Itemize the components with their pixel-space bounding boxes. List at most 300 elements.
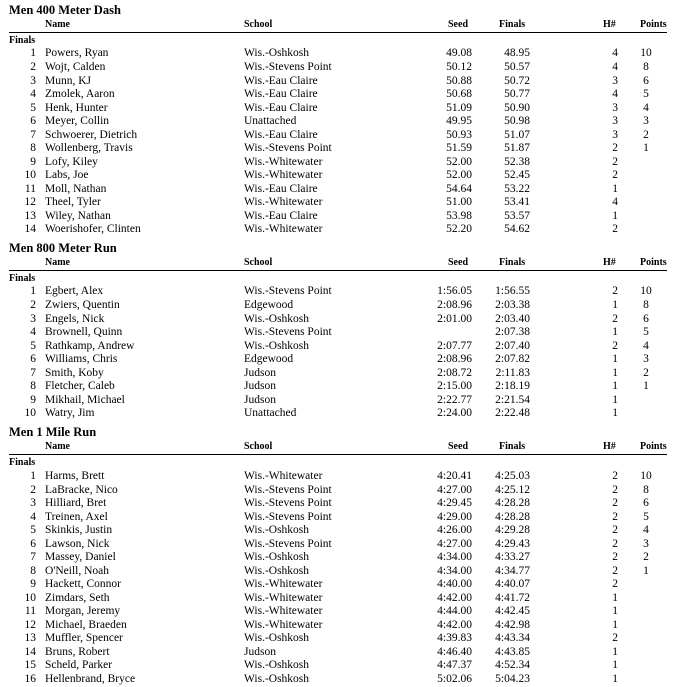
place: 4 xyxy=(30,510,36,523)
place: 7 xyxy=(30,128,36,141)
table-row xyxy=(0,592,675,606)
seed-time: 4:29.45 xyxy=(437,497,472,509)
header-seed: Seed xyxy=(448,441,468,452)
athlete-name: Skinkis, Justin xyxy=(45,524,113,536)
seed-time: 4:20.41 xyxy=(437,470,472,482)
school: Wis.-Whitewater xyxy=(244,155,323,168)
seed-time: 4:46.40 xyxy=(437,645,472,658)
school: Wis.-Whitewater xyxy=(244,196,323,208)
heat: 3 xyxy=(612,101,618,114)
heat: 1 xyxy=(612,672,618,685)
athlete-name: Harms, Brett xyxy=(45,470,105,482)
athlete-name: Williams, Chris xyxy=(45,353,118,365)
athlete-name: Wollenberg, Travis xyxy=(45,142,133,154)
place: 10 xyxy=(24,591,36,604)
table-row xyxy=(0,551,675,565)
athlete-name: Hilliard, Bret xyxy=(45,497,107,509)
table-row xyxy=(0,156,675,170)
school: Wis.-Whitewater xyxy=(244,223,323,235)
heat: 3 xyxy=(612,115,618,127)
heat: 2 xyxy=(612,285,618,297)
school: Wis.-Oshkosh xyxy=(244,339,310,352)
heat: 1 xyxy=(612,407,618,419)
place: 7 xyxy=(30,366,36,379)
seed-time: 5:02.06 xyxy=(437,672,472,685)
school: Wis.-Eau Claire xyxy=(244,88,318,100)
table-row xyxy=(0,223,675,237)
heat: 2 xyxy=(612,524,618,536)
school: Wis.-Oshkosh xyxy=(244,564,310,577)
heat: 1 xyxy=(612,393,618,406)
heat: 2 xyxy=(612,632,618,644)
seed-time: 4:40.00 xyxy=(437,578,472,590)
table-row xyxy=(0,605,675,619)
header-rule xyxy=(9,32,667,33)
school: Wis.-Oshkosh xyxy=(244,659,310,671)
seed-time: 50.12 xyxy=(446,61,472,73)
seed-time: 2:22.77 xyxy=(437,393,472,406)
athlete-name: Muffler, Spencer xyxy=(45,632,123,644)
school: Wis.-Stevens Point xyxy=(244,142,332,154)
final-time: 4:43.85 xyxy=(495,645,530,658)
heat: 2 xyxy=(612,483,618,496)
seed-time: 52.00 xyxy=(446,155,472,168)
place: 1 xyxy=(30,470,36,482)
final-time: 2:03.40 xyxy=(495,312,530,325)
school: Wis.-Whitewater xyxy=(244,605,323,617)
final-time: 4:43.34 xyxy=(495,632,530,644)
place: 9 xyxy=(30,393,36,406)
header-school: School xyxy=(244,19,273,30)
seed-time: 4:34.00 xyxy=(437,551,472,563)
points: 6 xyxy=(643,74,649,87)
place: 2 xyxy=(30,483,36,496)
seed-time: 4:44.00 xyxy=(437,605,472,617)
final-time: 4:28.28 xyxy=(495,497,530,509)
table-row xyxy=(0,47,675,61)
final-time: 4:33.27 xyxy=(495,551,530,563)
school: Judson xyxy=(244,380,276,392)
seed-time: 2:08.96 xyxy=(437,299,472,311)
athlete-name: Morgan, Jeremy xyxy=(45,605,121,617)
table-row xyxy=(0,619,675,633)
final-time: 2:18.19 xyxy=(495,380,530,392)
athlete-name: Henk, Hunter xyxy=(45,101,108,114)
final-time: 4:29.43 xyxy=(495,537,530,550)
place: 5 xyxy=(30,101,36,114)
school: Wis.-Oshkosh xyxy=(244,312,310,325)
points: 3 xyxy=(643,537,649,550)
header-name: Name xyxy=(45,441,70,452)
seed-time: 51.09 xyxy=(446,101,472,114)
final-time: 2:07.82 xyxy=(495,353,530,365)
athlete-name: Engels, Nick xyxy=(45,312,105,325)
seed-time: 2:01.00 xyxy=(437,312,472,325)
table-row xyxy=(0,673,675,687)
final-time: 4:42.98 xyxy=(495,618,530,631)
table-row xyxy=(0,394,675,408)
header-heat: H# xyxy=(603,257,616,268)
table-row xyxy=(0,367,675,381)
heat: 2 xyxy=(612,155,618,168)
final-time: 4:41.72 xyxy=(495,591,530,604)
school: Wis.-Oshkosh xyxy=(244,632,310,644)
heat: 4 xyxy=(612,88,618,100)
athlete-name: Massey, Daniel xyxy=(45,551,116,563)
heat: 2 xyxy=(612,339,618,352)
athlete-name: Brownell, Quinn xyxy=(45,326,123,338)
place: 6 xyxy=(30,537,36,550)
table-row xyxy=(0,313,675,327)
heat: 2 xyxy=(612,312,618,325)
place: 10 xyxy=(24,169,36,181)
seed-time: 2:08.96 xyxy=(437,353,472,365)
table-row xyxy=(0,565,675,579)
header-points: Points xyxy=(640,257,667,268)
table-row xyxy=(0,299,675,313)
heat: 1 xyxy=(612,605,618,617)
table-row xyxy=(0,524,675,538)
place: 3 xyxy=(30,312,36,325)
table-row xyxy=(0,142,675,156)
place: 13 xyxy=(24,632,36,644)
round-label: Finals xyxy=(9,273,36,284)
athlete-name: Wiley, Nathan xyxy=(45,209,111,222)
points: 5 xyxy=(643,88,649,100)
table-row xyxy=(0,646,675,660)
final-time: 48.95 xyxy=(504,47,530,59)
heat: 2 xyxy=(612,564,618,577)
seed-time: 4:27.00 xyxy=(437,537,472,550)
athlete-name: Moll, Nathan xyxy=(45,182,107,195)
points: 5 xyxy=(643,510,649,523)
table-row xyxy=(0,115,675,129)
school: Wis.-Eau Claire xyxy=(244,128,318,141)
table-row xyxy=(0,380,675,394)
athlete-name: Hellenbrand, Bryce xyxy=(45,672,136,685)
header-school: School xyxy=(244,257,273,268)
seed-time: 53.98 xyxy=(446,209,472,222)
seed-time: 51.59 xyxy=(446,142,472,154)
points: 2 xyxy=(643,366,649,379)
heat: 4 xyxy=(612,196,618,208)
place: 11 xyxy=(24,605,36,617)
heat: 4 xyxy=(612,61,618,73)
seed-time: 50.68 xyxy=(446,88,472,100)
final-time: 2:21.54 xyxy=(495,393,530,406)
athlete-name: Egbert, Alex xyxy=(45,285,104,297)
place: 5 xyxy=(30,339,36,352)
round-label: Finals xyxy=(9,35,36,46)
final-time: 53.41 xyxy=(504,196,530,208)
points: 2 xyxy=(643,128,649,141)
table-row xyxy=(0,538,675,552)
seed-time: 2:08.72 xyxy=(437,366,472,379)
place: 16 xyxy=(24,672,36,685)
heat: 2 xyxy=(612,510,618,523)
final-time: 4:40.07 xyxy=(495,578,530,590)
table-row xyxy=(0,340,675,354)
points: 2 xyxy=(643,551,649,563)
seed-time: 4:42.00 xyxy=(437,591,472,604)
school: Wis.-Eau Claire xyxy=(244,209,318,222)
school: Judson xyxy=(244,393,276,406)
final-time: 4:42.45 xyxy=(495,605,530,617)
points: 4 xyxy=(643,339,649,352)
school: Wis.-Oshkosh xyxy=(244,672,310,685)
school: Wis.-Stevens Point xyxy=(244,497,332,509)
header-points: Points xyxy=(640,19,667,30)
final-time: 4:52.34 xyxy=(495,659,530,671)
seed-time: 54.64 xyxy=(446,182,472,195)
seed-time: 1:56.05 xyxy=(437,285,472,297)
points: 4 xyxy=(643,524,649,536)
seed-time: 4:34.00 xyxy=(437,564,472,577)
header-points: Points xyxy=(640,441,667,452)
table-row xyxy=(0,169,675,183)
heat: 3 xyxy=(612,74,618,87)
heat: 2 xyxy=(612,497,618,509)
heat: 1 xyxy=(612,182,618,195)
final-time: 1:56.55 xyxy=(495,285,530,297)
school: Wis.-Oshkosh xyxy=(244,524,310,536)
athlete-name: Wojt, Calden xyxy=(45,61,106,73)
heat: 1 xyxy=(612,659,618,671)
table-row xyxy=(0,659,675,673)
header-school: School xyxy=(244,441,273,452)
final-time: 51.07 xyxy=(504,128,530,141)
athlete-name: Munn, KJ xyxy=(45,74,92,87)
athlete-name: Schwoerer, Dietrich xyxy=(45,128,138,141)
place: 4 xyxy=(30,326,36,338)
heat: 1 xyxy=(612,299,618,311)
heat: 1 xyxy=(612,380,618,392)
final-time: 4:34.77 xyxy=(495,564,530,577)
points: 10 xyxy=(640,285,652,297)
school: Unattached xyxy=(244,407,297,419)
points: 3 xyxy=(643,115,649,127)
points: 10 xyxy=(640,470,652,482)
place: 14 xyxy=(24,645,36,658)
seed-time: 2:15.00 xyxy=(437,380,472,392)
final-time: 5:04.23 xyxy=(495,672,530,685)
seed-time: 51.00 xyxy=(446,196,472,208)
place: 15 xyxy=(24,659,36,671)
final-time: 50.98 xyxy=(504,115,530,127)
school: Wis.-Whitewater xyxy=(244,169,323,181)
school: Wis.-Stevens Point xyxy=(244,483,332,496)
school: Wis.-Whitewater xyxy=(244,591,323,604)
place: 6 xyxy=(30,115,36,127)
place: 3 xyxy=(30,497,36,509)
place: 8 xyxy=(30,142,36,154)
table-row xyxy=(0,484,675,498)
seed-time: 50.88 xyxy=(446,74,472,87)
heat: 1 xyxy=(612,366,618,379)
seed-time: 4:47.37 xyxy=(437,659,472,671)
athlete-name: O'Neill, Noah xyxy=(45,564,110,577)
header-seed: Seed xyxy=(448,257,468,268)
heat: 1 xyxy=(612,353,618,365)
athlete-name: Meyer, Collin xyxy=(45,115,110,127)
table-row xyxy=(0,497,675,511)
points: 1 xyxy=(643,564,649,577)
athlete-name: Treinen, Axel xyxy=(45,510,108,523)
athlete-name: Hackett, Connor xyxy=(45,578,122,590)
final-time: 2:11.83 xyxy=(495,366,530,379)
athlete-name: Zmolek, Aaron xyxy=(45,88,115,100)
header-rule xyxy=(9,454,667,455)
school: Judson xyxy=(244,645,276,658)
points: 8 xyxy=(643,61,649,73)
seed-time: 4:27.00 xyxy=(437,483,472,496)
seed-time: 2:07.77 xyxy=(437,339,472,352)
table-row xyxy=(0,183,675,197)
heat: 1 xyxy=(612,326,618,338)
heat: 2 xyxy=(612,551,618,563)
header-name: Name xyxy=(45,257,70,268)
points: 6 xyxy=(643,312,649,325)
place: 8 xyxy=(30,380,36,392)
seed-time: 4:39.83 xyxy=(437,632,472,644)
heat: 2 xyxy=(612,470,618,482)
event-title: Men 800 Meter Run xyxy=(9,241,117,255)
points: 6 xyxy=(643,497,649,509)
points: 1 xyxy=(643,380,649,392)
table-row xyxy=(0,353,675,367)
table-row xyxy=(0,326,675,340)
school: Judson xyxy=(244,366,276,379)
place: 13 xyxy=(24,209,36,222)
school: Wis.-Whitewater xyxy=(244,470,323,482)
heat: 2 xyxy=(612,578,618,590)
event-title: Men 1 Mile Run xyxy=(9,425,97,439)
place: 2 xyxy=(30,299,36,311)
place: 4 xyxy=(30,88,36,100)
final-time: 2:07.40 xyxy=(495,339,530,352)
heat: 1 xyxy=(612,645,618,658)
final-time: 4:25.12 xyxy=(495,483,530,496)
athlete-name: Lawson, Nick xyxy=(45,537,110,550)
school: Wis.-Stevens Point xyxy=(244,326,332,338)
heat: 2 xyxy=(612,223,618,235)
table-row xyxy=(0,578,675,592)
school: Wis.-Stevens Point xyxy=(244,537,332,550)
heat: 1 xyxy=(612,209,618,222)
table-row xyxy=(0,470,675,484)
place: 12 xyxy=(24,196,36,208)
school: Wis.-Eau Claire xyxy=(244,74,318,87)
header-name: Name xyxy=(45,19,70,30)
school: Edgewood xyxy=(244,299,294,311)
school: Wis.-Eau Claire xyxy=(244,182,318,195)
final-time: 50.77 xyxy=(504,88,530,100)
final-time: 50.90 xyxy=(504,101,530,114)
table-row xyxy=(0,407,675,421)
place: 1 xyxy=(30,47,36,59)
table-row xyxy=(0,61,675,75)
athlete-name: LaBracke, Nico xyxy=(45,483,118,496)
header-seed: Seed xyxy=(448,19,468,30)
heat: 2 xyxy=(612,142,618,154)
place: 1 xyxy=(30,285,36,297)
header-finals: Finals xyxy=(499,257,526,268)
points: 10 xyxy=(640,47,652,59)
seed-time: 4:29.00 xyxy=(437,510,472,523)
athlete-name: Zwiers, Quentin xyxy=(45,299,120,311)
final-time: 52.38 xyxy=(504,155,530,168)
seed-time: 52.00 xyxy=(446,169,472,181)
school: Wis.-Oshkosh xyxy=(244,551,310,563)
heat: 1 xyxy=(612,591,618,604)
athlete-name: Rathkamp, Andrew xyxy=(45,339,135,352)
athlete-name: Lofy, Kiley xyxy=(45,155,98,168)
athlete-name: Smith, Koby xyxy=(45,366,104,379)
points: 5 xyxy=(643,326,649,338)
points: 4 xyxy=(643,101,649,114)
seed-time: 4:26.00 xyxy=(437,524,472,536)
table-row xyxy=(0,511,675,525)
table-row xyxy=(0,75,675,89)
school: Edgewood xyxy=(244,353,294,365)
table-row xyxy=(0,102,675,116)
final-time: 2:07.38 xyxy=(495,326,530,338)
heat: 3 xyxy=(612,128,618,141)
school: Wis.-Stevens Point xyxy=(244,61,332,73)
athlete-name: Theel, Tyler xyxy=(45,196,101,208)
table-row xyxy=(0,632,675,646)
athlete-name: Scheld, Parker xyxy=(45,659,113,671)
header-finals: Finals xyxy=(499,441,526,452)
final-time: 2:03.38 xyxy=(495,299,530,311)
athlete-name: Michael, Braeden xyxy=(45,618,127,631)
final-time: 2:22.48 xyxy=(495,407,530,419)
seed-time: 2:24.00 xyxy=(437,407,472,419)
place: 12 xyxy=(24,618,36,631)
school: Unattached xyxy=(244,115,297,127)
table-row xyxy=(0,285,675,299)
place: 8 xyxy=(30,564,36,577)
seed-time: 49.95 xyxy=(446,115,472,127)
school: Wis.-Eau Claire xyxy=(244,101,318,114)
seed-time: 52.20 xyxy=(446,223,472,235)
seed-time: 49.08 xyxy=(446,47,472,59)
final-time: 50.57 xyxy=(504,61,530,73)
athlete-name: Powers, Ryan xyxy=(45,47,109,59)
athlete-name: Woerishofer, Clinten xyxy=(45,223,141,235)
points: 1 xyxy=(643,142,649,154)
school: Wis.-Whitewater xyxy=(244,578,323,590)
place: 9 xyxy=(30,155,36,168)
round-label: Finals xyxy=(9,457,36,468)
athlete-name: Mikhail, Michael xyxy=(45,393,125,406)
table-row xyxy=(0,196,675,210)
final-time: 53.22 xyxy=(504,182,530,195)
place: 6 xyxy=(30,353,36,365)
seed-time: 50.93 xyxy=(446,128,472,141)
place: 11 xyxy=(24,182,36,195)
school: Wis.-Stevens Point xyxy=(244,285,332,297)
final-time: 52.45 xyxy=(504,169,530,181)
heat: 2 xyxy=(612,169,618,181)
final-time: 51.87 xyxy=(504,142,530,154)
school: Wis.-Oshkosh xyxy=(244,47,310,59)
header-heat: H# xyxy=(603,441,616,452)
place: 10 xyxy=(24,407,36,419)
seed-time: 4:42.00 xyxy=(437,618,472,631)
final-time: 4:29.28 xyxy=(495,524,530,536)
final-time: 54.62 xyxy=(504,223,530,235)
